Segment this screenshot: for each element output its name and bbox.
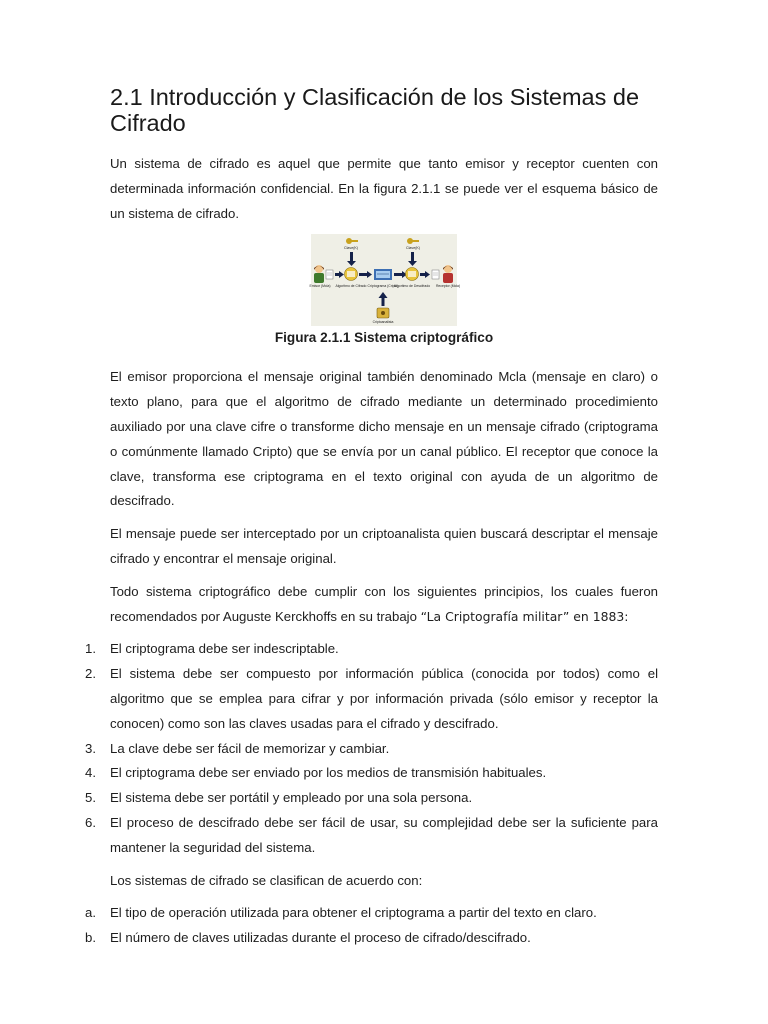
kerckhoffs-text: Todo sistema criptográfico debe cumplir con los siguientes principios, los cuales fueron recomendados por Auguste Kerckhoffs en su trabajo (110, 583, 658, 624)
list-marker: 4. (85, 765, 96, 781)
figure-caption: Figura 2.1.1 Sistema criptográfico (274, 330, 494, 346)
list-marker: 3. (85, 740, 96, 756)
principles-list (85, 637, 658, 860)
list-item-text: El tipo de operación utilizada para obtener el criptograma a partir del texto en claro. (110, 905, 597, 921)
classification-list (85, 901, 658, 951)
list-item (85, 926, 658, 951)
list-marker: a. (85, 905, 96, 921)
body-paragraph: Los sistemas de cifrado se clasifican de acuerdo con: (110, 872, 423, 888)
receiver-label: Receptor (Mcla) (435, 284, 461, 289)
list-item-text: El criptograma debe ser indescriptable. (110, 641, 339, 657)
list-item (85, 637, 658, 662)
receiver-person-icon (443, 265, 453, 283)
ciphertext-channel-icon (374, 269, 392, 280)
body-paragraph: El mensaje puede ser interceptado por un criptoanalista quien buscará descriptar el mensaje cifrado y encontrar el mensaje original. (110, 526, 658, 566)
list-item (85, 737, 658, 762)
list-marker: 2. (85, 666, 96, 682)
figure (110, 234, 658, 326)
encrypt-label: Algoritmo de Cifrado (335, 284, 367, 289)
list-item (85, 786, 658, 811)
list-item (85, 901, 658, 926)
list-marker: 1. (85, 641, 96, 657)
list-marker: 6. (85, 814, 96, 830)
analyst-label: Criptoanalista (372, 320, 394, 325)
list-item-text: El sistema debe ser compuesto por información pública (conocida por todos) como el algoritmo que se emplea para cifrar y por información privada (sólo emisor y receptor la conocen) como son las claves usadas para el cifrado y descifrado. (110, 666, 658, 731)
sender-person-icon (314, 265, 324, 283)
cryptanalyst-icon (377, 308, 389, 318)
list-item (85, 761, 658, 786)
encrypt-algorithm-icon (345, 268, 358, 281)
decrypt-label: Algoritmo de Descifrado (393, 284, 431, 289)
list-item-text: El criptograma debe ser enviado por los medios de transmisión habituales. (110, 765, 547, 781)
body-paragraph: El emisor proporciona el mensaje original también denominado Mcla (mensaje en claro) o texto plano, para que el algoritmo de cifrado mediante un determinado procedimiento auxiliado por una clave cifre o transforme dicho mensaje en un mensaje cifrado (criptograma o comúnmente llamado Cripto) que se envía por un canal público. El receptor que conoce la clave, transforma ese criptograma en el texto original con ayuda de un algoritmo de descifrado. (110, 369, 658, 509)
list-item-text: La clave debe ser fácil de memorizar y cambiar. (110, 740, 390, 756)
list-item-text: El número de claves utilizadas durante el proceso de cifrado/descifrado. (110, 930, 531, 946)
list-item-text: El sistema debe ser portátil y empleado por una sola persona. (110, 790, 473, 806)
document-sender-icon (326, 270, 333, 279)
sender-label: Emisor (Mcla) (309, 284, 331, 289)
list-item-text: El proceso de descifrado debe ser fácil de usar, su complejidad debe ser la suficiente para mantener la seguridad del sistema. (110, 814, 658, 855)
section-heading: 2.1 Introducción y Clasificación de los Sistemas de Cifrado (110, 84, 640, 136)
intro-paragraph: Un sistema de cifrado es aquel que permite que tanto emisor y receptor cuenten con determinada información confidencial. En la figura 2.1.1 se puede ver el esquema básico de un sistema de cifrado. (110, 156, 658, 221)
kerckhoffs-paragraph (110, 580, 658, 630)
list-item (85, 811, 658, 861)
list-marker: b. (85, 930, 96, 946)
decrypt-algorithm-icon (406, 268, 419, 281)
document-receiver-icon (432, 270, 439, 279)
document-content (85, 84, 658, 959)
channel-label: Criptograma (Cripto) (367, 284, 399, 289)
key-right-label: Clave(K) (406, 246, 420, 251)
cryptosystem-diagram (309, 234, 461, 326)
list-marker: 5. (85, 790, 96, 806)
key-left-label: Clave(K) (344, 246, 358, 251)
kerckhoffs-quote: “La Criptografía militar” en 1883: (420, 608, 629, 624)
list-item (85, 662, 658, 736)
